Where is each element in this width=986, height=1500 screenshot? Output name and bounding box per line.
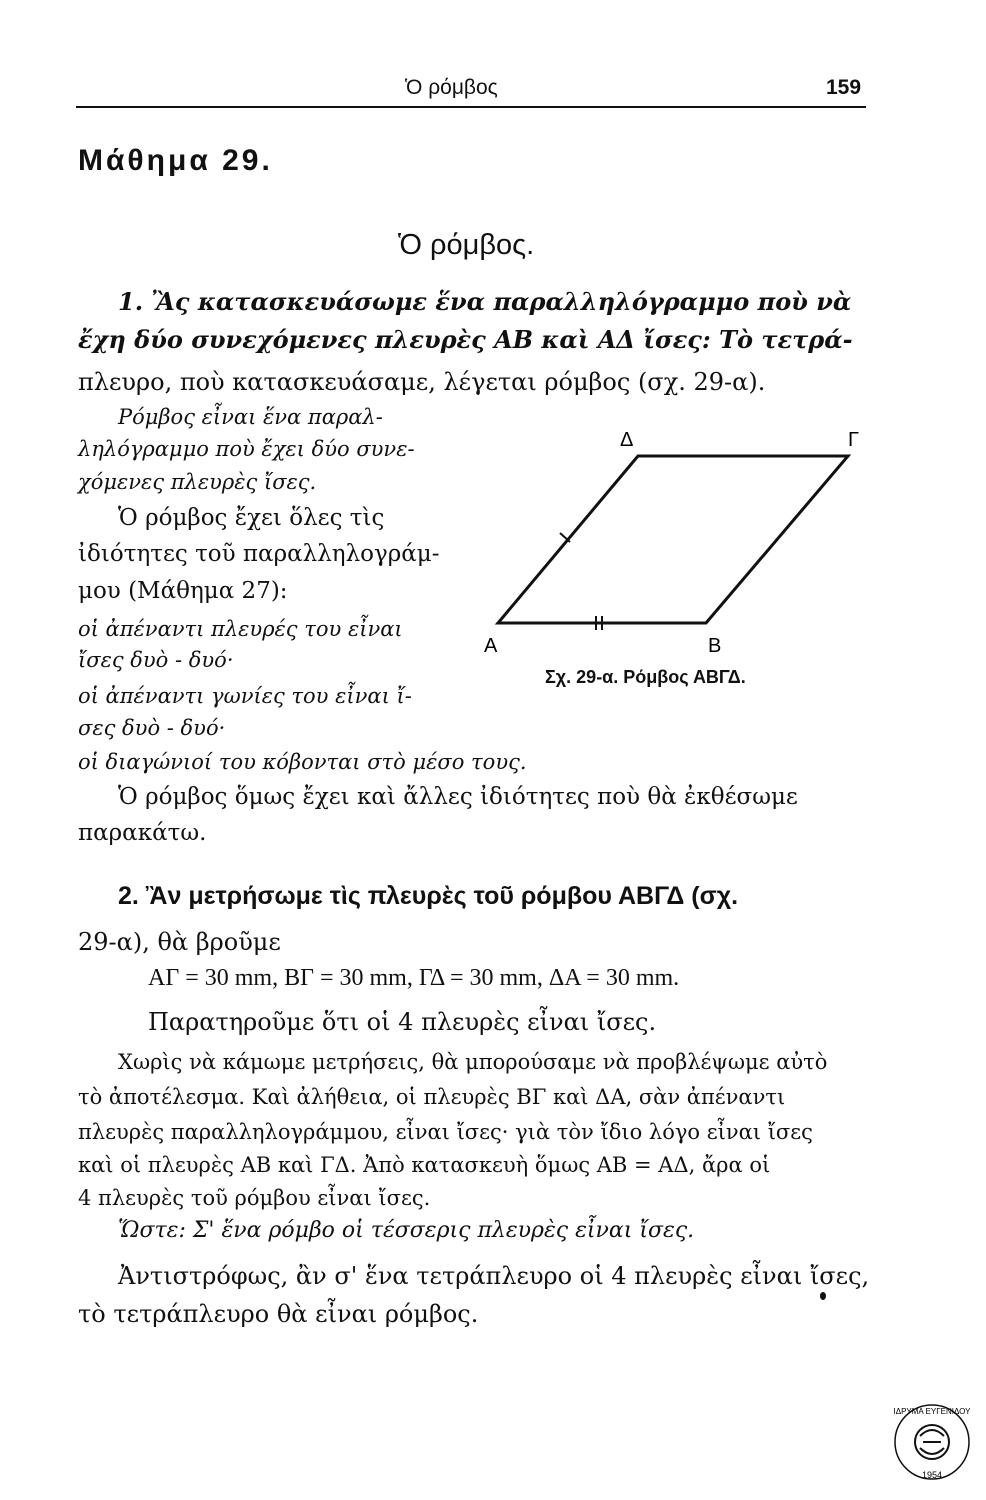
section1-line2 [78, 325, 866, 354]
item1-line2: ἴσες δυὸ - δυό· [78, 648, 234, 672]
property-line2: ἰδιότητες τοῦ παραλληλογράμ- [78, 541, 440, 567]
conclusion: Ὥστε: Σ' ἕνα ρόμβο οἱ τέσσερις πλευρὲς εἶναι ἴσες. [118, 1218, 695, 1243]
side-measurements: ΑΓ = 30 mm, ΒΓ = 30 mm, ΓΔ = 30 mm, ΔΑ = 30 mm. [148, 965, 680, 991]
item2-line1: οἱ ἀπέναντι γωνίες του εἶναι ἴ- [78, 684, 412, 708]
lesson-title: Ὁ ρόμβος. [398, 229, 535, 261]
note-line4: καὶ οἱ πλευρὲς ΑΒ καὶ ΓΔ. Ἀπὸ κατασκευὴ ὅμως ΑΒ = ΑΔ, ἄρα οἱ [78, 1153, 771, 1177]
vertex-label-A: Α [484, 635, 498, 657]
stamp-year: 1954 [921, 1470, 943, 1480]
more-properties-line2: παρακάτω. [78, 820, 207, 846]
section1-line2-text: ἔχη δύο συνεχόμενες πλευρὲς ΑΒ καὶ ΑΔ ἴσες: Τὸ τετρά- [78, 325, 853, 354]
note-line3: πλευρὲς παραλληλογράμμου, εἶναι ἴσες· γιὰ τὸν ἴδιο λόγο εἶναι ἴσες [78, 1120, 813, 1144]
item3: οἱ διαγώνιοί του κόβονται στὸ μέσο τους. [78, 750, 527, 774]
lesson-label: Μάθημα 29. [78, 144, 273, 177]
definition-line1: Ρόμβος εἶναι ἕνα παραλ- [118, 405, 383, 429]
converse-line1: Ἀντιστρόφως, ἂν σ' ἕνα τετράπλευρο οἱ 4 πλευρὲς εἶναι ἴσες, [118, 1262, 870, 1290]
note-line5: 4 πλευρὲς τοῦ ρόμβου εἶναι ἴσες. [78, 1186, 431, 1210]
vertex-label-D: Δ [620, 430, 634, 451]
figure-caption: Σχ. 29-α. Ρόμβος ΑΒΓΔ. [545, 667, 746, 687]
header-rule [76, 106, 866, 108]
stamp-emblem-icon [920, 1430, 944, 1454]
property-line3: μου (Μάθημα 27): [78, 578, 288, 604]
note-line1: Χωρὶς νὰ κάμωμε μετρήσεις, θὰ μπορούσαμε νὰ προβλέψωμε αὐτὸ [118, 1050, 828, 1074]
page-number: 159 [826, 76, 862, 99]
rhombus-outline [498, 456, 848, 623]
ink-dot [820, 1292, 826, 1300]
section2-line2: 29-α), θὰ βροῦμε [78, 928, 281, 956]
definition-line2: ληλόγραμμο ποὺ ἔχει δύο συνε- [78, 437, 415, 461]
definition-line3: χόμενες πλευρὲς ἴσες. [78, 470, 317, 494]
section1-line3: πλευρο, ποὺ κατασκευάσαμε, λέγεται ρόμβος (σχ. 29-α). [78, 368, 766, 396]
rhombus-figure [470, 430, 870, 660]
stamp-text: ΙΔΡΥΜΑ ΕΥΓΕΝΙΔΟΥ [893, 1407, 971, 1416]
converse-line2: τὸ τετράπλευρο θὰ εἶναι ρόμβος. [78, 1300, 479, 1328]
vertex-label-B: Β [708, 635, 722, 657]
note-line2: τὸ ἀποτέλεσμα. Καὶ ἀλήθεια, οἱ πλευρὲς ΒΓ καὶ ΔΑ, σὰν ἀπέναντι [78, 1085, 786, 1109]
observation: Παρατηροῦμε ὅτι οἱ 4 πλευρὲς εἶναι ἴσες. [148, 1008, 657, 1036]
running-title: Ὁ ρόμβος [405, 76, 498, 99]
more-properties-line1: Ὁ ρόμβος ὅμως ἔχει καὶ ἄλλες ἰδιότητες ποὺ θὰ ἐκθέσωμε [118, 784, 798, 810]
section1-line1: 1. Ἂς κατασκευάσωμε ἕνα παραλληλόγραμμο ποὺ νὰ [118, 287, 852, 316]
vertex-label-G: Γ [848, 430, 860, 451]
foundation-stamp [892, 1402, 972, 1482]
property-line1: Ὁ ρόμβος ἔχει ὅλες τὶς [118, 505, 385, 531]
item1-line1: οἱ ἀπέναντι πλευρές του εἶναι [78, 617, 403, 641]
item2-line2: σες δυὸ - δυό· [78, 716, 226, 740]
section2-line1: 2. Ἂν μετρήσωμε τὶς πλευρὲς τοῦ ρόμβου ΑΒΓΔ (σχ. [118, 882, 739, 910]
